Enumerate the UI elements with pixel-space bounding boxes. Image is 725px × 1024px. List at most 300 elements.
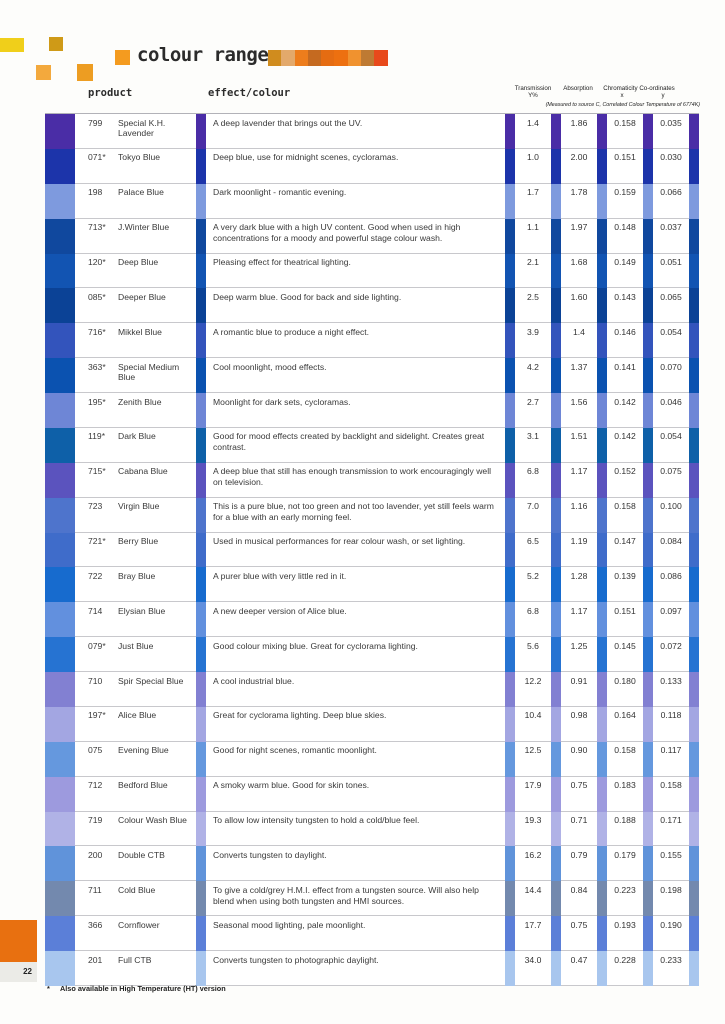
value-absorption: 1.78 [561, 184, 597, 219]
value-y: 0.054 [653, 428, 689, 463]
table-row [45, 463, 699, 498]
table-row [45, 602, 699, 637]
colour-strip [196, 672, 206, 707]
product-description: A deep lavender that brings out the UV. [206, 114, 505, 149]
product-name: Virgin Blue [118, 501, 160, 512]
colour-strip [689, 846, 699, 881]
product-cell [75, 812, 196, 847]
colour-strip [196, 881, 206, 916]
colour-strip [551, 358, 561, 393]
col-header-chromaticity: Chromaticity Co-ordinates [603, 85, 675, 92]
colour-strip [643, 393, 653, 428]
colour-strip [597, 393, 607, 428]
product-cell [75, 672, 196, 707]
product-code: 799 [88, 117, 103, 128]
colour-strip [689, 637, 699, 672]
value-x: 0.152 [607, 463, 643, 498]
colour-swatch [45, 846, 75, 881]
colour-strip [643, 846, 653, 881]
value-absorption: 1.68 [561, 254, 597, 289]
value-transmission: 6.8 [515, 602, 551, 637]
product-description: Cool moonlight, mood effects. [206, 358, 505, 393]
colour-strip [597, 951, 607, 986]
product-code: 200 [88, 849, 103, 860]
product-name: Double CTB [118, 849, 165, 860]
value-y: 0.030 [653, 149, 689, 184]
product-code: 075 [88, 745, 103, 756]
colour-swatch [45, 707, 75, 742]
colour-strip [551, 637, 561, 672]
table-row [45, 288, 699, 323]
value-transmission: 1.1 [515, 219, 551, 254]
value-y: 0.084 [653, 533, 689, 568]
value-y: 0.065 [653, 288, 689, 323]
product-code: 197* [88, 710, 106, 721]
product-cell [75, 916, 196, 951]
colour-swatch [45, 114, 75, 149]
value-absorption: 0.84 [561, 881, 597, 916]
value-x: 0.228 [607, 951, 643, 986]
gradient-segment [281, 50, 294, 66]
colour-strip [505, 323, 515, 358]
colour-strip [505, 184, 515, 219]
colour-swatch [45, 393, 75, 428]
value-absorption: 1.37 [561, 358, 597, 393]
colour-swatch [45, 428, 75, 463]
colour-strip [196, 602, 206, 637]
value-transmission: 5.2 [515, 567, 551, 602]
table-row [45, 533, 699, 568]
col-header-absorption: Absorption [563, 85, 593, 92]
product-description: Converts tungsten to photographic daylight. [206, 951, 505, 986]
colour-strip [643, 463, 653, 498]
colour-strip [551, 114, 561, 149]
col-header-effect: effect/colour [208, 87, 291, 99]
decor-square [77, 64, 93, 81]
product-name: Deeper Blue [118, 291, 166, 302]
value-y: 0.171 [653, 812, 689, 847]
product-cell [75, 288, 196, 323]
colour-strip [196, 323, 206, 358]
product-name: Spir Special Blue [118, 675, 184, 686]
colour-strip [689, 463, 699, 498]
value-x: 0.159 [607, 184, 643, 219]
colour-strip [196, 219, 206, 254]
colour-strip [196, 114, 206, 149]
table-row [45, 637, 699, 672]
product-name: Colour Wash Blue [118, 815, 187, 825]
product-code: 366 [88, 919, 103, 930]
colour-strip [505, 881, 515, 916]
value-y: 0.035 [653, 114, 689, 149]
colour-swatch [45, 498, 75, 533]
colour-strip [597, 428, 607, 463]
product-cell [75, 637, 196, 672]
colour-strip [505, 742, 515, 777]
colour-swatch [45, 288, 75, 323]
gradient-segment [348, 50, 361, 66]
value-x: 0.223 [607, 881, 643, 916]
colour-strip [597, 742, 607, 777]
page-title: colour range [137, 44, 269, 66]
colour-strip [643, 602, 653, 637]
colour-strip [597, 707, 607, 742]
value-y: 0.097 [653, 602, 689, 637]
colour-strip [689, 567, 699, 602]
product-code: 712 [88, 780, 103, 791]
colour-strip [643, 742, 653, 777]
colour-strip [643, 358, 653, 393]
colour-strip [196, 149, 206, 184]
table-row [45, 254, 699, 289]
colour-swatch [45, 219, 75, 254]
product-description: A deep blue that still has enough transmission to work encouragingly well on television. [206, 463, 505, 498]
col-header-product: product [88, 87, 133, 99]
title-gradient-strip [268, 50, 388, 66]
colour-strip [597, 846, 607, 881]
colour-swatch [45, 602, 75, 637]
colour-strip [551, 916, 561, 951]
product-cell [75, 149, 196, 184]
colour-strip [689, 323, 699, 358]
colour-swatch [45, 881, 75, 916]
product-description: Moonlight for dark sets, cycloramas. [206, 393, 505, 428]
colour-strip [196, 288, 206, 323]
colour-swatch [45, 463, 75, 498]
colour-swatch [45, 951, 75, 986]
value-absorption: 0.71 [561, 812, 597, 847]
table-row [45, 951, 699, 986]
colour-table [45, 113, 699, 986]
product-code: 198 [88, 187, 103, 198]
colour-swatch [45, 254, 75, 289]
colour-strip [196, 254, 206, 289]
value-absorption: 1.4 [561, 323, 597, 358]
gradient-segment [268, 50, 281, 66]
product-code: 119* [88, 431, 106, 442]
product-name: Cabana Blue [118, 466, 168, 477]
value-y: 0.037 [653, 219, 689, 254]
product-name: Bray Blue [118, 570, 156, 581]
value-x: 0.149 [607, 254, 643, 289]
product-code: 722 [88, 570, 103, 581]
product-description: A new deeper version of Alice blue. [206, 602, 505, 637]
colour-strip [505, 463, 515, 498]
value-transmission: 10.4 [515, 707, 551, 742]
colour-strip [597, 881, 607, 916]
product-code: 201 [88, 954, 103, 965]
colour-strip [689, 114, 699, 149]
value-transmission: 1.7 [515, 184, 551, 219]
value-x: 0.151 [607, 149, 643, 184]
product-code: 723 [88, 501, 103, 512]
colour-swatch [45, 567, 75, 602]
value-x: 0.147 [607, 533, 643, 568]
colour-strip [689, 672, 699, 707]
colour-strip [643, 219, 653, 254]
value-y: 0.075 [653, 463, 689, 498]
table-row [45, 742, 699, 777]
colour-strip [689, 602, 699, 637]
colour-strip [689, 881, 699, 916]
colour-swatch [45, 916, 75, 951]
table-row [45, 358, 699, 393]
value-absorption: 1.51 [561, 428, 597, 463]
colour-strip [551, 812, 561, 847]
colour-strip [643, 114, 653, 149]
value-transmission: 4.2 [515, 358, 551, 393]
footnote-asterisk: * [47, 984, 50, 993]
decor-square [49, 37, 63, 51]
product-cell [75, 707, 196, 742]
colour-strip [643, 881, 653, 916]
product-description: Deep warm blue. Good for back and side lighting. [206, 288, 505, 323]
gradient-segment [321, 50, 334, 66]
table-row [45, 428, 699, 463]
value-y: 0.046 [653, 393, 689, 428]
colour-strip [597, 533, 607, 568]
product-description: A very dark blue with a high UV content. Good when used in high concentrations for a moody and powerful stage colour wash. [206, 219, 505, 254]
value-transmission: 5.6 [515, 637, 551, 672]
colour-strip [196, 393, 206, 428]
colour-strip [643, 707, 653, 742]
table-row [45, 114, 699, 149]
value-absorption: 0.90 [561, 742, 597, 777]
colour-strip [551, 393, 561, 428]
colour-strip [597, 358, 607, 393]
col-header-transmission: Transmission Y% [514, 85, 552, 99]
colour-table-body [45, 114, 699, 986]
colour-strip [597, 777, 607, 812]
value-y: 0.072 [653, 637, 689, 672]
value-absorption: 1.56 [561, 393, 597, 428]
colour-strip [689, 777, 699, 812]
colour-strip [196, 637, 206, 672]
colour-strip [505, 602, 515, 637]
product-code: 071* [88, 152, 106, 163]
colour-strip [643, 288, 653, 323]
colour-strip [505, 533, 515, 568]
colour-strip [689, 428, 699, 463]
colour-strip [643, 428, 653, 463]
product-code: 710 [88, 675, 103, 686]
colour-strip [597, 567, 607, 602]
value-absorption: 1.60 [561, 288, 597, 323]
product-cell [75, 881, 196, 916]
colour-strip [196, 358, 206, 393]
colour-strip [597, 288, 607, 323]
table-row [45, 777, 699, 812]
col-header-y: y [661, 92, 665, 99]
product-description: To give a cold/grey H.M.I. effect from a tungsten source. Will also help blend when using both tungsten and HMI sources. [206, 881, 505, 916]
value-y: 0.054 [653, 323, 689, 358]
product-description: Good for night scenes, romantic moonlight. [206, 742, 505, 777]
colour-strip [643, 812, 653, 847]
colour-strip [643, 951, 653, 986]
product-description: Used in musical performances for rear colour wash, or set lighting. [206, 533, 505, 568]
colour-strip [505, 288, 515, 323]
value-y: 0.117 [653, 742, 689, 777]
product-description: Converts tungsten to daylight. [206, 846, 505, 881]
colour-swatch [45, 358, 75, 393]
table-row [45, 393, 699, 428]
value-transmission: 12.5 [515, 742, 551, 777]
value-transmission: 2.5 [515, 288, 551, 323]
colour-strip [505, 114, 515, 149]
value-transmission: 3.1 [515, 428, 551, 463]
value-x: 0.146 [607, 323, 643, 358]
product-description: Good colour mixing blue. Great for cyclorama lighting. [206, 637, 505, 672]
value-transmission: 14.4 [515, 881, 551, 916]
colour-strip [196, 742, 206, 777]
title-bullet-icon [115, 50, 130, 65]
colour-strip [551, 533, 561, 568]
table-row [45, 672, 699, 707]
value-transmission: 12.2 [515, 672, 551, 707]
colour-swatch [45, 637, 75, 672]
colour-strip [505, 951, 515, 986]
value-x: 0.141 [607, 358, 643, 393]
value-y: 0.158 [653, 777, 689, 812]
value-x: 0.188 [607, 812, 643, 847]
product-description: To allow low intensity tungsten to hold a cold/blue feel. [206, 812, 505, 847]
table-row [45, 707, 699, 742]
colour-strip [597, 254, 607, 289]
value-x: 0.158 [607, 114, 643, 149]
value-x: 0.148 [607, 219, 643, 254]
colour-strip [689, 916, 699, 951]
colour-strip [597, 916, 607, 951]
colour-strip [643, 498, 653, 533]
colour-strip [597, 114, 607, 149]
gradient-segment [361, 50, 374, 66]
colour-strip [505, 707, 515, 742]
product-name: Full CTB [118, 954, 152, 965]
colour-strip [597, 672, 607, 707]
product-name: Bedford Blue [118, 780, 168, 791]
value-transmission: 2.1 [515, 254, 551, 289]
decor-square [36, 65, 51, 80]
value-absorption: 1.16 [561, 498, 597, 533]
colour-strip [597, 463, 607, 498]
value-x: 0.142 [607, 428, 643, 463]
colour-strip [505, 254, 515, 289]
colour-strip [196, 184, 206, 219]
table-row [45, 916, 699, 951]
product-description: Seasonal mood lighting, pale moonlight. [206, 916, 505, 951]
product-code: 713* [88, 222, 106, 233]
colour-strip [643, 777, 653, 812]
table-row [45, 323, 699, 358]
value-x: 0.158 [607, 742, 643, 777]
product-cell [75, 114, 196, 149]
table-row [45, 812, 699, 847]
colour-strip [551, 881, 561, 916]
colour-swatch [45, 533, 75, 568]
value-absorption: 0.98 [561, 707, 597, 742]
product-name: Zenith Blue [118, 396, 162, 407]
colour-strip [505, 846, 515, 881]
value-y: 0.118 [653, 707, 689, 742]
colour-strip [505, 393, 515, 428]
value-x: 0.139 [607, 567, 643, 602]
colour-strip [689, 288, 699, 323]
colour-strip [505, 358, 515, 393]
value-x: 0.180 [607, 672, 643, 707]
product-description: This is a pure blue, not too green and not too lavender, yet still feels warm for a blue with an early morning feel. [206, 498, 505, 533]
product-name: Cornflower [118, 919, 160, 930]
product-name: Dark Blue [118, 431, 156, 442]
colour-strip [643, 533, 653, 568]
table-row [45, 498, 699, 533]
value-absorption: 2.00 [561, 149, 597, 184]
product-name: Cold Blue [118, 884, 156, 895]
product-description: Great for cyclorama lighting. Deep blue skies. [206, 707, 505, 742]
colour-strip [597, 602, 607, 637]
gradient-segment [374, 50, 387, 66]
product-code: 714 [88, 605, 103, 616]
value-transmission: 3.9 [515, 323, 551, 358]
product-name: Tokyo Blue [118, 152, 161, 163]
product-cell [75, 846, 196, 881]
colour-strip [551, 951, 561, 986]
colour-strip [643, 567, 653, 602]
colour-strip [689, 358, 699, 393]
colour-strip [597, 498, 607, 533]
value-absorption: 0.75 [561, 777, 597, 812]
value-absorption: 1.28 [561, 567, 597, 602]
product-name: J.Winter Blue [118, 222, 170, 233]
colour-strip [643, 916, 653, 951]
colour-strip [505, 219, 515, 254]
value-y: 0.133 [653, 672, 689, 707]
product-description: Dark moonlight - romantic evening. [206, 184, 505, 219]
colour-strip [643, 254, 653, 289]
col-header-x: x [620, 92, 624, 99]
product-name: Evening Blue [118, 745, 169, 756]
product-code: 715* [88, 466, 106, 477]
product-name: Special K.H. Lavender [118, 117, 166, 138]
product-code: 711 [88, 884, 102, 895]
value-x: 0.142 [607, 393, 643, 428]
colour-strip [196, 951, 206, 986]
colour-strip [551, 149, 561, 184]
product-name: Mikkel Blue [118, 326, 162, 337]
value-y: 0.100 [653, 498, 689, 533]
value-absorption: 1.86 [561, 114, 597, 149]
value-y: 0.066 [653, 184, 689, 219]
gradient-segment [308, 50, 321, 66]
value-y: 0.070 [653, 358, 689, 393]
product-description: A romantic blue to produce a night effect. [206, 323, 505, 358]
value-y: 0.155 [653, 846, 689, 881]
colour-strip [597, 812, 607, 847]
colour-strip [551, 288, 561, 323]
colour-strip [551, 323, 561, 358]
colour-strip [689, 812, 699, 847]
colour-strip [505, 498, 515, 533]
colour-strip [196, 498, 206, 533]
colour-strip [597, 149, 607, 184]
value-x: 0.179 [607, 846, 643, 881]
colour-strip [689, 184, 699, 219]
colour-swatch [45, 672, 75, 707]
gradient-segment [334, 50, 347, 66]
value-x: 0.143 [607, 288, 643, 323]
value-transmission: 16.2 [515, 846, 551, 881]
value-x: 0.151 [607, 602, 643, 637]
value-absorption: 1.19 [561, 533, 597, 568]
